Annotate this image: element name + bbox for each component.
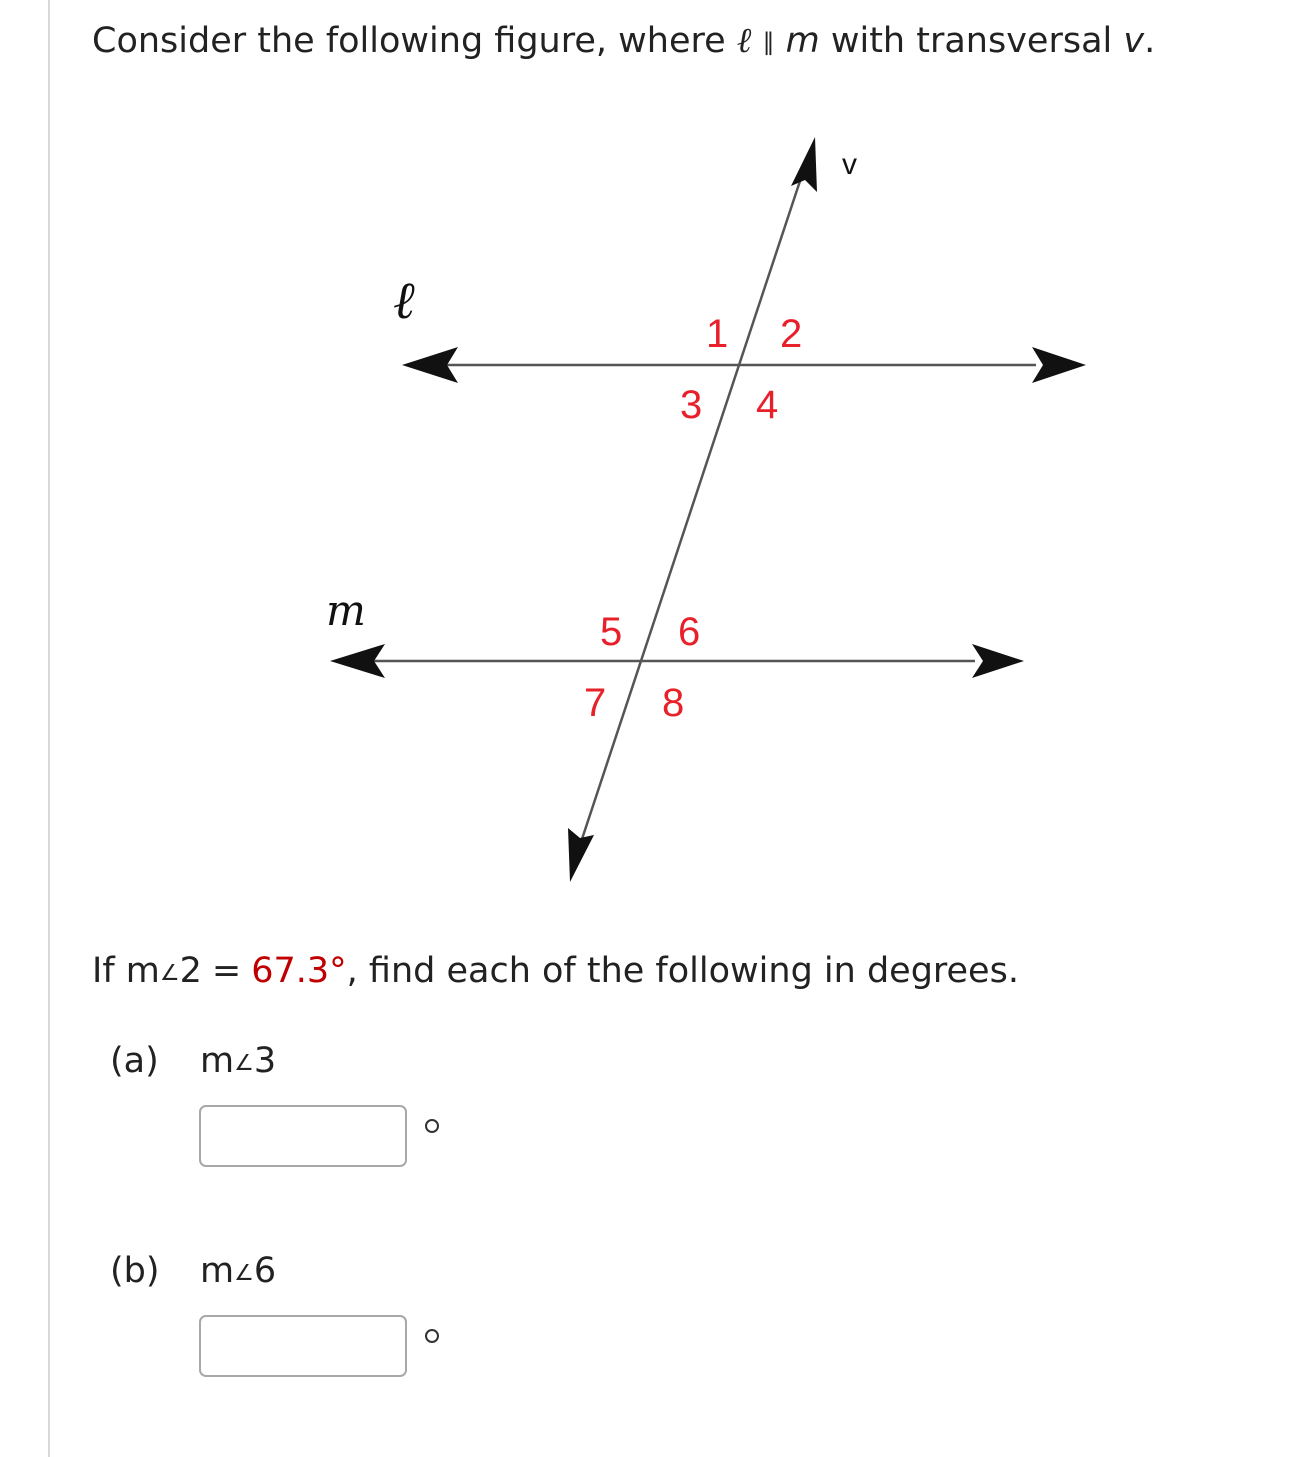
prompt-line-l: ℓ <box>736 21 752 61</box>
given-statement <box>92 948 1019 997</box>
given-equals: = <box>211 951 242 991</box>
part-b-label <box>110 1248 276 1297</box>
prompt-line-v: v <box>1123 21 1145 61</box>
given-angle-value: 67.3° <box>251 951 347 991</box>
angle-5-label: 5 <box>600 610 623 654</box>
angle-7-label: 7 <box>584 681 607 725</box>
angle-8-label: 8 <box>662 681 685 725</box>
line-v-top-arrowhead-icon <box>791 137 817 192</box>
part-a-angle-number: 3 <box>253 1041 277 1081</box>
angle-icon: ∠ <box>234 1261 254 1286</box>
line-v-bottom-arrowhead-icon <box>568 828 594 882</box>
label-l: ℓ <box>393 271 415 331</box>
angle-4-label: 4 <box>756 383 779 427</box>
degree-icon <box>425 1119 439 1133</box>
label-v: v <box>842 148 857 181</box>
part-a-m: m <box>200 1041 235 1081</box>
parallel-symbol: ∥ <box>762 28 775 56</box>
part-a-answer-input[interactable] <box>199 1105 407 1167</box>
part-b-letter: (b) <box>110 1251 160 1291</box>
part-b-m: m <box>200 1251 235 1291</box>
angle-3-label: 3 <box>680 383 703 427</box>
label-m: m <box>326 586 366 635</box>
given-text-pre: If m <box>92 951 160 991</box>
line-m-right-arrowhead-icon <box>972 644 1024 678</box>
part-a-label <box>110 1038 276 1087</box>
prompt-text-pre: Consider the following figure, where <box>92 21 737 61</box>
part-b-angle-number: 6 <box>253 1251 277 1291</box>
angle-icon: ∠ <box>234 1051 254 1076</box>
given-text-post: , find each of the following in degrees. <box>346 951 1019 991</box>
part-b-answer-input[interactable] <box>199 1315 407 1377</box>
line-v-transversal <box>581 178 801 842</box>
prompt-line-m: m <box>785 21 820 61</box>
given-angle-number: 2 <box>179 951 202 991</box>
prompt-text-end: . <box>1144 21 1156 61</box>
angle-2-label: 2 <box>780 312 803 356</box>
angle-1-label: 1 <box>706 312 729 356</box>
line-l-right-arrowhead-icon <box>1032 347 1086 383</box>
part-a-letter: (a) <box>110 1041 159 1081</box>
prompt-text-mid: with transversal <box>819 21 1124 61</box>
degree-icon <box>425 1329 439 1343</box>
angle-6-label: 6 <box>678 610 701 654</box>
angle-icon: ∠ <box>159 961 180 986</box>
